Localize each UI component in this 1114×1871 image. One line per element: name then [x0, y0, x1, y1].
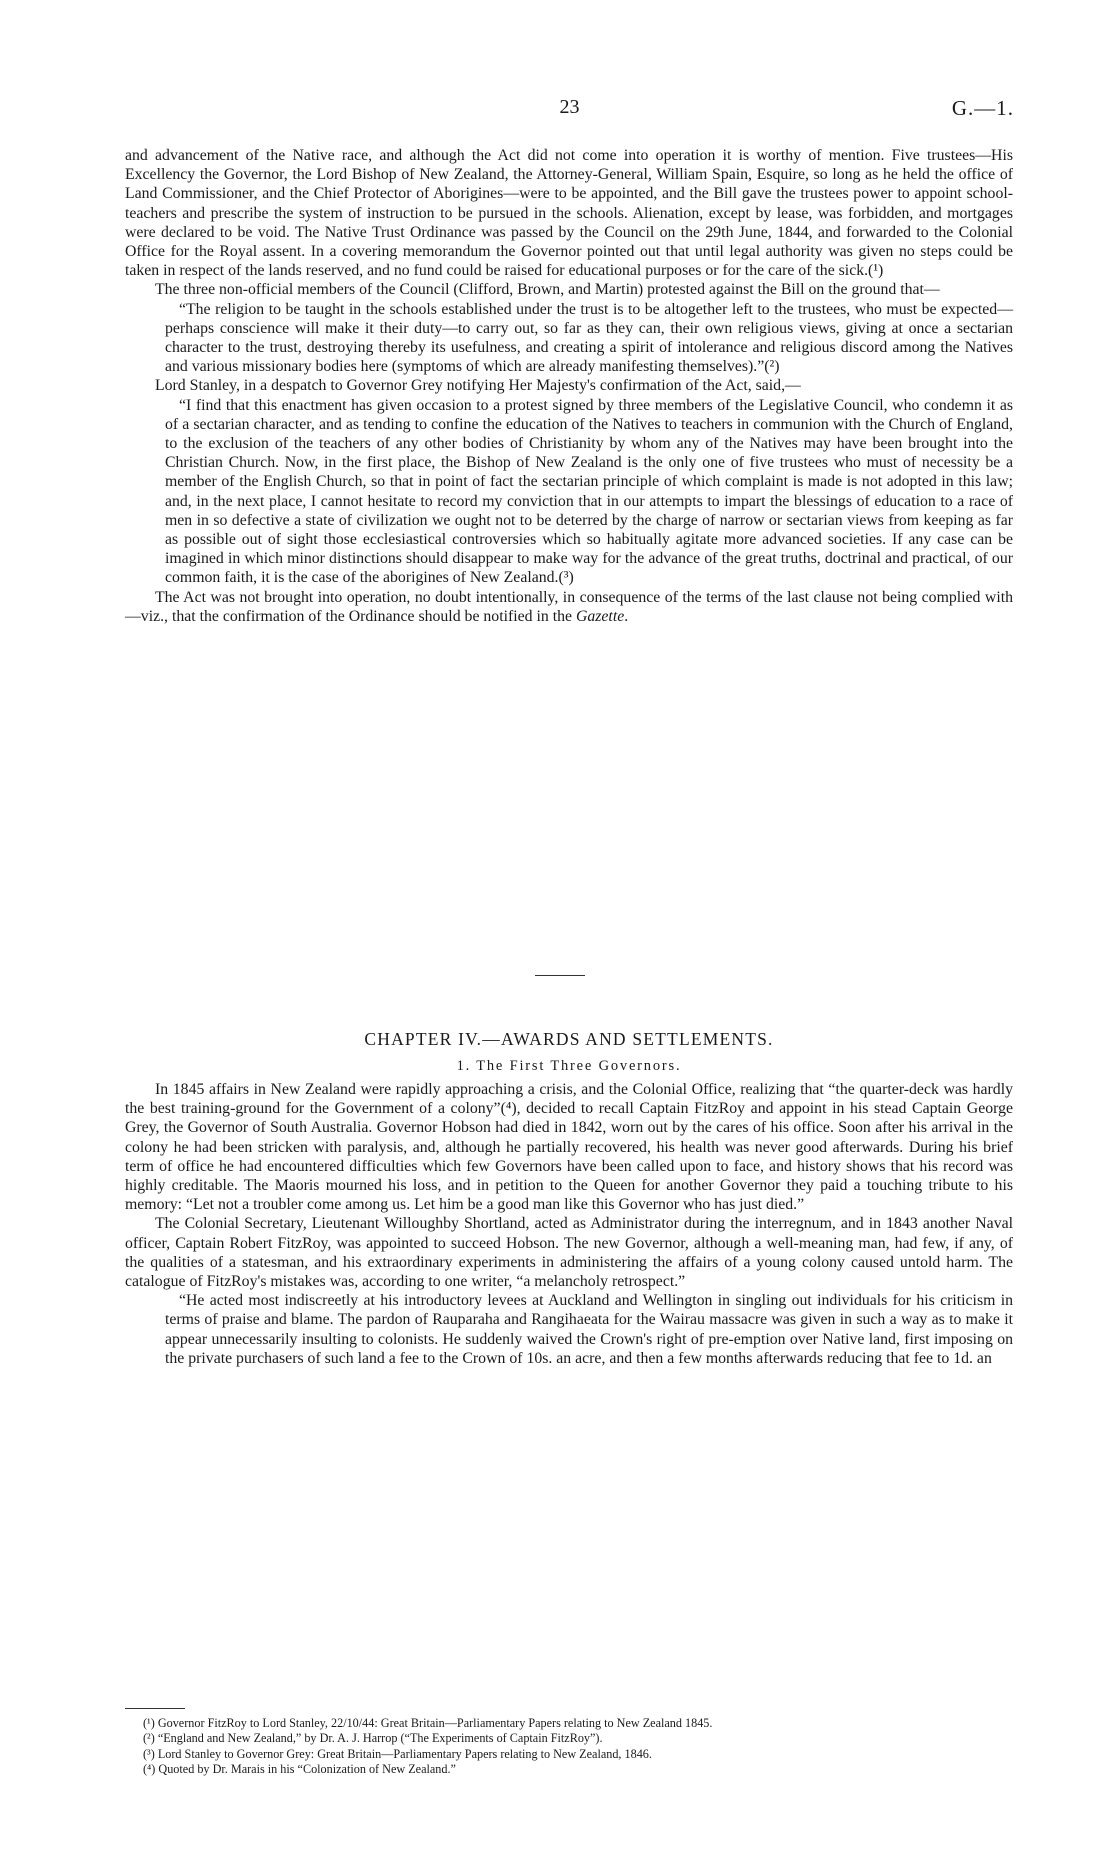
paragraph-end: . — [624, 607, 629, 625]
footnote: (¹) Governor FitzRoy to Lord Stanley, 22/10/44: Great Britain—Parliamentary Papers relating to New Zealand 1845. — [143, 1716, 713, 1730]
block-quote: “The religion to be taught in the schools established under the trust is to be altogether left to the trustees, who must be expected—perhaps conscience will make it their duty—to carry out, so far as they can, their own religious views, giving at once a sectarian character to the trust, destroying thereby its usefulness, and creating a spirit of intolerance and religious discord among the Natives and various missionary bodies here (symptoms of which are already manifesting themselves).”(²) — [165, 300, 1013, 376]
footnote-rule — [125, 1708, 185, 1709]
footnote: (²) “England and New Zealand,” by Dr. A. J. Harrop (“The Experiments of Captain FitzRoy”). — [143, 1731, 603, 1746]
block-quote: “He acted most indiscreetly at his introductory levees at Auckland and Wellington in singling out individuals for his criticism in terms of praise and blame. The pardon of Rauparaha and Rangihaeata for the Wairau massacre was given in such a way as to make it appear unnecessarily insulting to colonists. He suddenly waived the Crown's right of pre-emption over Native land, first imposing on the private purchasers of such land a fee to the Crown of 10s. an acre, and then a few months afterwards reducing that fee to 1d. an — [165, 1292, 1013, 1367]
footnotes — [125, 1716, 1013, 1778]
paragraph: Lord Stanley, in a despatch to Governor Grey notifying Her Majesty's confirmation of the Act, said,— — [155, 377, 801, 395]
chapter-block — [125, 1028, 1013, 1368]
section-subtitle: 1. The First Three Governors. — [456, 1058, 682, 1074]
paragraph-text: The Act was not brought into operation, no doubt intentionally, in consequence of the terms of the last clause not being complied with—viz., that the confirmation of the Ordinance should be notified in the — [125, 588, 1013, 625]
paragraph: In 1845 affairs in New Zealand were rapidly approaching a crisis, and the Colonial Office, realizing that “the quarter-deck was hardly the best training-ground for the Government of a colony”(⁴), decided to recall Captain FitzRoy and appoint in his stead Captain George Grey, the Governor of South Australia. Governor Hobson had died in 1842, worn out by the cares of his office. Soon after his arrival in the colony he had been stricken with paralysis, and, although he partially recovered, his health was never good afterwards. During his brief term of office he had encountered difficulties which few Governors have been called upon to face, and history shows that his record was highly creditable. The Maoris mourned his loss, and in petition to the Queen for another Governor they paid a touching tribute to his memory: “Let not a troubler come among us. Let him be a good man like this Governor who has just died.” — [125, 1081, 1013, 1214]
page-header — [125, 96, 1014, 126]
paragraph: and advancement of the Native race, and although the Act did not come into operation it is worthy of mention. Five trustees—His Excellency the Governor, the Lord Bishop of New Zealand, the Attorney-General, William Spain, Esquire, so long as he held the office of Land Commissioner, and the Chief Protector of Aborigines—were to be appointed, and the Bill gave the trustees power to appoint school-teachers and prescribe the system of instruction to be pursued in the schools. Alienation, except by lease, was forbidden, and mortgages were declared to be void. The Native Trust Ordinance was passed by the Council on the 29th June, 1844, and forwarded to the Colonial Office for the Royal assent. In a covering memorandum the Governor pointed out that until legal authority was given no steps could be taken in respect of the lands reserved, and no fund could be raised for educational purposes or for the care of the sick.(¹) — [125, 147, 1013, 280]
paragraph: The Colonial Secretary, Lieutenant Willoughby Shortland, acted as Administrator during the interregnum, and in 1843 another Naval officer, Captain Robert FitzRoy, was appointed to succeed Hobson. The new Governor, although a well-meaning man, had few, if any, of the qualities of a statesman, and his extraordinary experiments in administering the affairs of a young colony caused untold harm. The catalogue of FitzRoy's mistakes was, according to one writer, “a melancholy retrospect.” — [125, 1215, 1013, 1291]
section-divider — [535, 975, 585, 976]
paragraph: The three non-official members of the Council (Clifford, Brown, and Martin) protested against the Bill on the ground that— — [155, 281, 940, 299]
block-quote: “I find that this enactment has given occasion to a protest signed by three members of the Legislative Council, who condemn it as of a sectarian character, and as tending to confine the education of the Natives to teachers in communion with the Church of England, to the exclusion of the teachers of any other bodies of Christianity by whom any of the Natives may have been brought into the Christian Church. Now, in the first place, the Bishop of New Zealand is the only one of five trustees who must of necessity be a member of the English Church, so that in point of fact the sectarian principle of which complaint is made is not adopted in this law; and, in the next place, I cannot hesitate to record my conviction that in our attempts to impart the blessings of education to a race of men in so defective a state of civilization we ought not to be deterred by the charge of narrow or sectarian views from keeping as far as possible out of sight those ecclesiastical controversies which so habitually agitate more advanced societies. If any case can be imagined in which minor distinctions should disappear to make way for the advance of the great truths, doctrinal and practical, of our common faith, it is the case of the aborigines of New Zealand.(³) — [165, 396, 1013, 587]
paragraph — [125, 588, 1013, 626]
gazette-italic: Gazette — [575, 607, 625, 625]
footnote: (⁴) Quoted by Dr. Marais in his “Colonization of New Zealand.” — [143, 1762, 456, 1777]
page-number: 23 — [559, 96, 580, 118]
chapter-title: CHAPTER IV.—AWARDS AND SETTLEMENTS. — [364, 1029, 774, 1049]
section-reference: G.—1. — [951, 96, 1014, 120]
text-block-upper — [125, 146, 1013, 626]
footnote: (³) Lord Stanley to Governor Grey: Great Britain—Parliamentary Papers relating to New Zealand, 1846. — [143, 1746, 652, 1761]
